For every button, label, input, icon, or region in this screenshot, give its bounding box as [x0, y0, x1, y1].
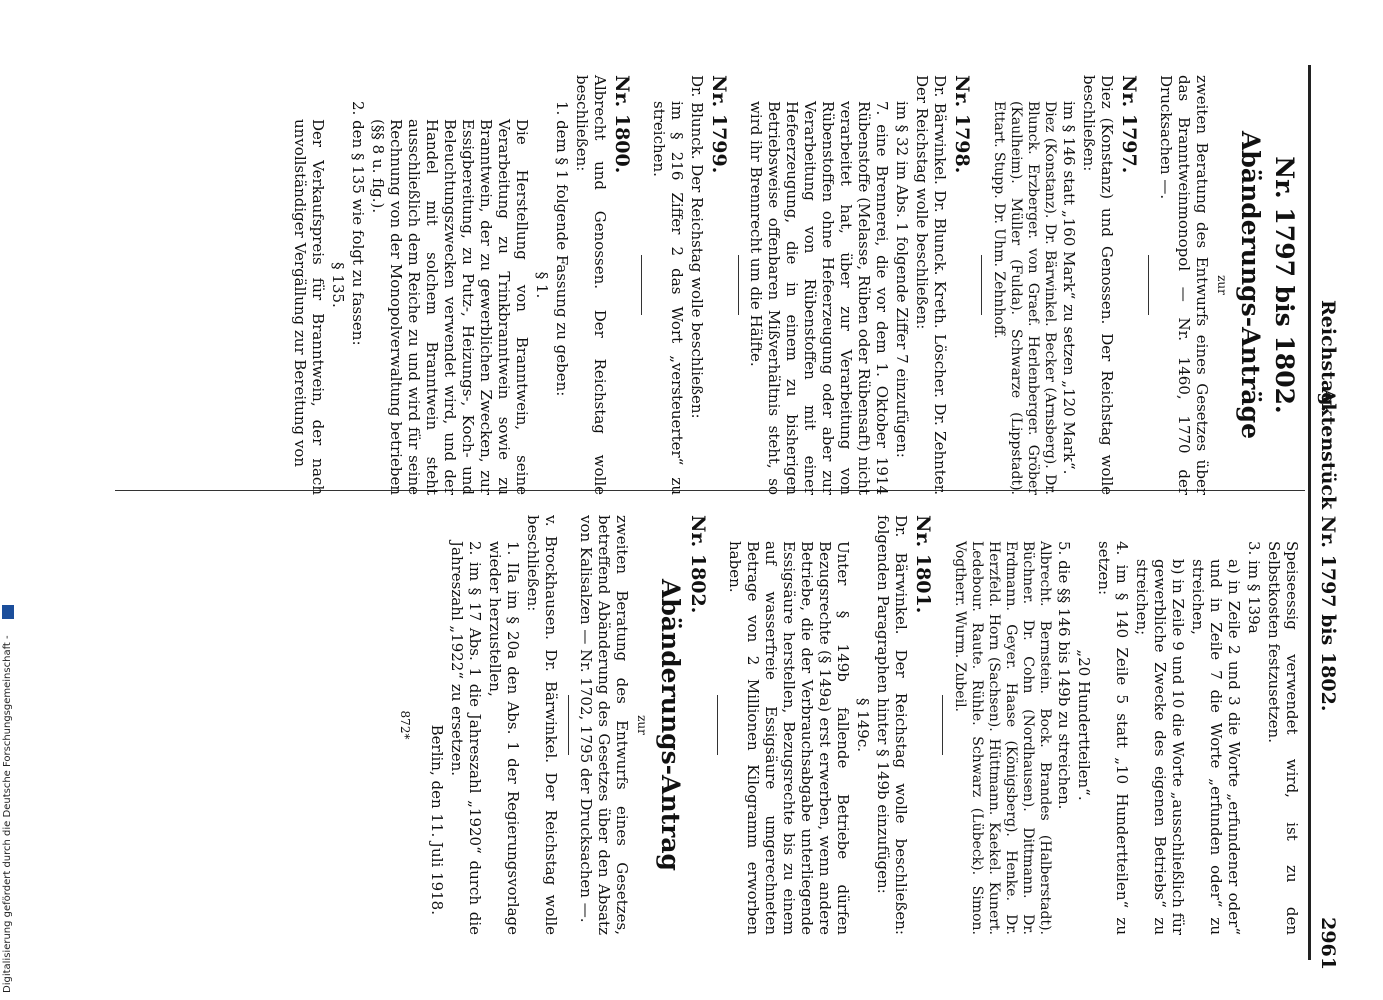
digitization-credit — [2, 605, 16, 995]
nr1802-intro: v. Brockhausen. Dr. Bärwinkel. Der Reichstag wolle beschließen: — [524, 515, 560, 935]
left-column — [289, 75, 1303, 495]
nr1797-item: im § 146 statt „160 Mark“ zu setzen „120 Mark“. — [1060, 101, 1078, 475]
nr1800-item4: 4. im § 140 Zeile 5 statt „10 Hundertteilen“ zu setzen: — [1095, 541, 1131, 935]
nr1798-number: Nr. 1798. — [951, 75, 973, 174]
nr1800-item2: 2. den § 135 wie folgt zu fassen: — [349, 101, 367, 346]
nr1800-text1: Die Herstellung von Branntwein, seine Verarbeitung zu Trinkbranntwein sowie zu Branntwein, der zu gewerblichen Zwecken, zur Essigbereitung, zu Putz-, Heizungs-, Koch- und Beleuchtungszwecken verwendet wird, und der Handel mit solchem Branntwein steht ausschließlich dem Reiche zu und wird für seine Rechnung von der Monopolverwaltung betrieben (§§ 8 u. flg.). — [369, 119, 531, 495]
nr1800-item3: 3. im § 139a — [1245, 541, 1263, 634]
separator — [1148, 255, 1149, 315]
nr1799-number: Nr. 1799. — [708, 75, 730, 174]
nr1798-intro: Dr. Bärwinkel. Dr. Blunck. Kreth. Löscher. Dr. Zehnter. Der Reichstag wolle beschließen: — [913, 75, 949, 495]
header-rule — [1308, 65, 1311, 960]
nr1797-signers: Diez (Konstanz). Dr. Bärwinkel. Becker (Arnsberg). Dr. Blunck. Erzberger. von Graef. Herlenberger. Gröber (Kaulheim). Müller (Fulda). Schwarze (Lippstadt). Ettart. Stupp. Dr. Uhm. Zehnhoff. — [991, 101, 1058, 495]
running-header — [1313, 40, 1343, 980]
right-column — [394, 515, 1303, 935]
nr1800-item3a: a) in Zeile 2 und 3 die Worte „erfundener oder“ und in Zeile 7 die Worte „erfunden oder“ zu streichen, — [1189, 559, 1243, 935]
separator — [641, 255, 642, 315]
dfg-logo — [2, 605, 14, 619]
nr1800-para2: § 135. — [329, 262, 347, 308]
nr1798-text: 7. eine Brennerei, die vor dem 1. Oktober 1914 Rübenstoffe (Melasse, Rüben oder Rübensaft) nicht verarbeitet hat, über zur Verarbeitung von Rübenstoffen ohne Hefeerzeugung oder aber zur Verarbeitung von Rübenstoffen mit einer Hefeerzeugung, die in einem zu bisherigen Betriebsweise offenbaren Mißverhältnis steht, so wird ihr Brennrecht um die Hälfte. — [747, 101, 891, 495]
header-left: Reichstag. — [1317, 300, 1339, 413]
nr1801-text: Unter § 149b fallende Betriebe dürfen Bezugsrechte (§ 149a) erst erwerben, wenn andere Betriebe, die der Verbrauchsabgabe unterliegende Essigsäure herstellen, Bezugsrechte bis zu einem auf wasserfreie Essigsäure umgerechneten Betrage von 2 Millionen Kilogramm erworben haben. — [726, 541, 852, 935]
separator — [981, 255, 982, 315]
nr1797-number: Nr. 1797. — [1118, 75, 1140, 174]
nr1800-item4-quote: „20 Hundertteilen“. — [1075, 649, 1093, 801]
nr1801-number: Nr. 1801. — [912, 515, 934, 614]
main-zur: zur — [1215, 275, 1229, 295]
header-page-number: 2961 — [1317, 917, 1339, 970]
nr1800-continuation: Speiseessig verwendet wird, ist zu den Selbstkosten festzusetzen. — [1265, 541, 1301, 935]
nr1800-number: Nr. 1800. — [611, 75, 633, 174]
nr1801-intro: Dr. Bärwinkel. Der Reichstag wolle beschließen: folgenden Paragraphen hinter § 149b einzufügen: — [874, 515, 910, 935]
nr1798-item: im § 32 im Abs. 1 folgende Ziffer 7 einzufügen: — [893, 101, 911, 458]
nr1800-intro: Albrecht und Genossen. Der Reichstag wolle beschließen: — [573, 75, 609, 495]
nr1800-item5: 5. die §§ 146 bis 149b zu streichen. — [1055, 541, 1073, 810]
main-description: zweiten Beratung des Entwurfs eines Gesetzes über das Branntweinmonopol — Nr. 1460, 1770 der Drucksachen —. — [1157, 75, 1211, 495]
nr1802-date: Berlin, den 11. Juli 1918. — [428, 724, 446, 915]
nr1800-signers: Albrecht. Bernstein. Bock. Brandes (Halberstadt). Büchner. Dr. Cohn (Nordhausen). Dittmann. Dr. Erdmann. Geyer. Haase (Königsberg). Henke. Dr. Herzfeld. Horn (Sachsen). Hüttmann. Kaekel. Kunert. Ledebour. Raute. Rühle. Schwarz (Lübeck). Simon. Vogtherr. Wurm. Zubeil. — [952, 541, 1053, 935]
nr1802-item2: 2. im § 17 Abs. 1 die Jahreszahl „1920“ durch die Jahreszahl „1922“ zu ersetzen. — [448, 541, 484, 935]
nr1802-number: Nr. 1802. — [687, 515, 709, 614]
separator — [942, 695, 943, 755]
nr1797-intro: Diez (Konstanz) und Genossen. Der Reichstag wolle beschließen: — [1080, 75, 1116, 495]
nr1799-item: im § 216 Ziffer 2 das Wort „versteuerter“ zu streichen. — [650, 101, 686, 495]
nr1802-zur: zur — [635, 715, 649, 735]
nr1800-para1: § 1. — [533, 271, 551, 299]
nr1800-item3b: b) in Zeile 9 und 10 die Worte „ausschließlich für gewerbliche Zwecke des eigenen Betriebs“ zu streichen; — [1133, 559, 1187, 935]
main-title: Nr. 1797 bis 1802. — [1270, 156, 1299, 414]
separator — [717, 695, 718, 755]
separator — [568, 695, 569, 755]
header-center: Aktenstück Nr. 1797 bis 1802. — [1317, 388, 1339, 712]
main-subtitle: Abänderungs-Anträge — [1236, 131, 1265, 439]
nr1800-item1: 1. dem § 1 folgende Fassung zu geben: — [553, 101, 571, 397]
separator — [738, 255, 739, 315]
nr1802-description: zweiten Beratung des Entwurfs eines Gesetzes, betreffend Abänderung des Gesetzes über den Absatz von Kalisalzen — Nr. 1702, 1795 der Drucksachen —. — [577, 515, 631, 935]
nr1802-item1: 1. IIa im § 20a den Abs. 1 der Regierungsvorlage wieder herzustellen, — [486, 541, 522, 935]
nr1800-text2: Der Verkaufspreis für Branntwein, der nach unvollständiger Vergällung zur Bereitung von — [291, 119, 327, 495]
nr1801-para: § 149c. — [854, 697, 872, 753]
nr1802-title: Abänderungs-Antrag — [656, 578, 685, 872]
nr1799-intro: Dr. Blunck. Der Reichstag wolle beschließen: — [688, 75, 706, 419]
digitization-credit-text: Digitalisierung gefördert durch die Deutsche Forschungsgemeinschaft - — [2, 635, 13, 993]
footer-page-code: 872* — [398, 710, 412, 740]
